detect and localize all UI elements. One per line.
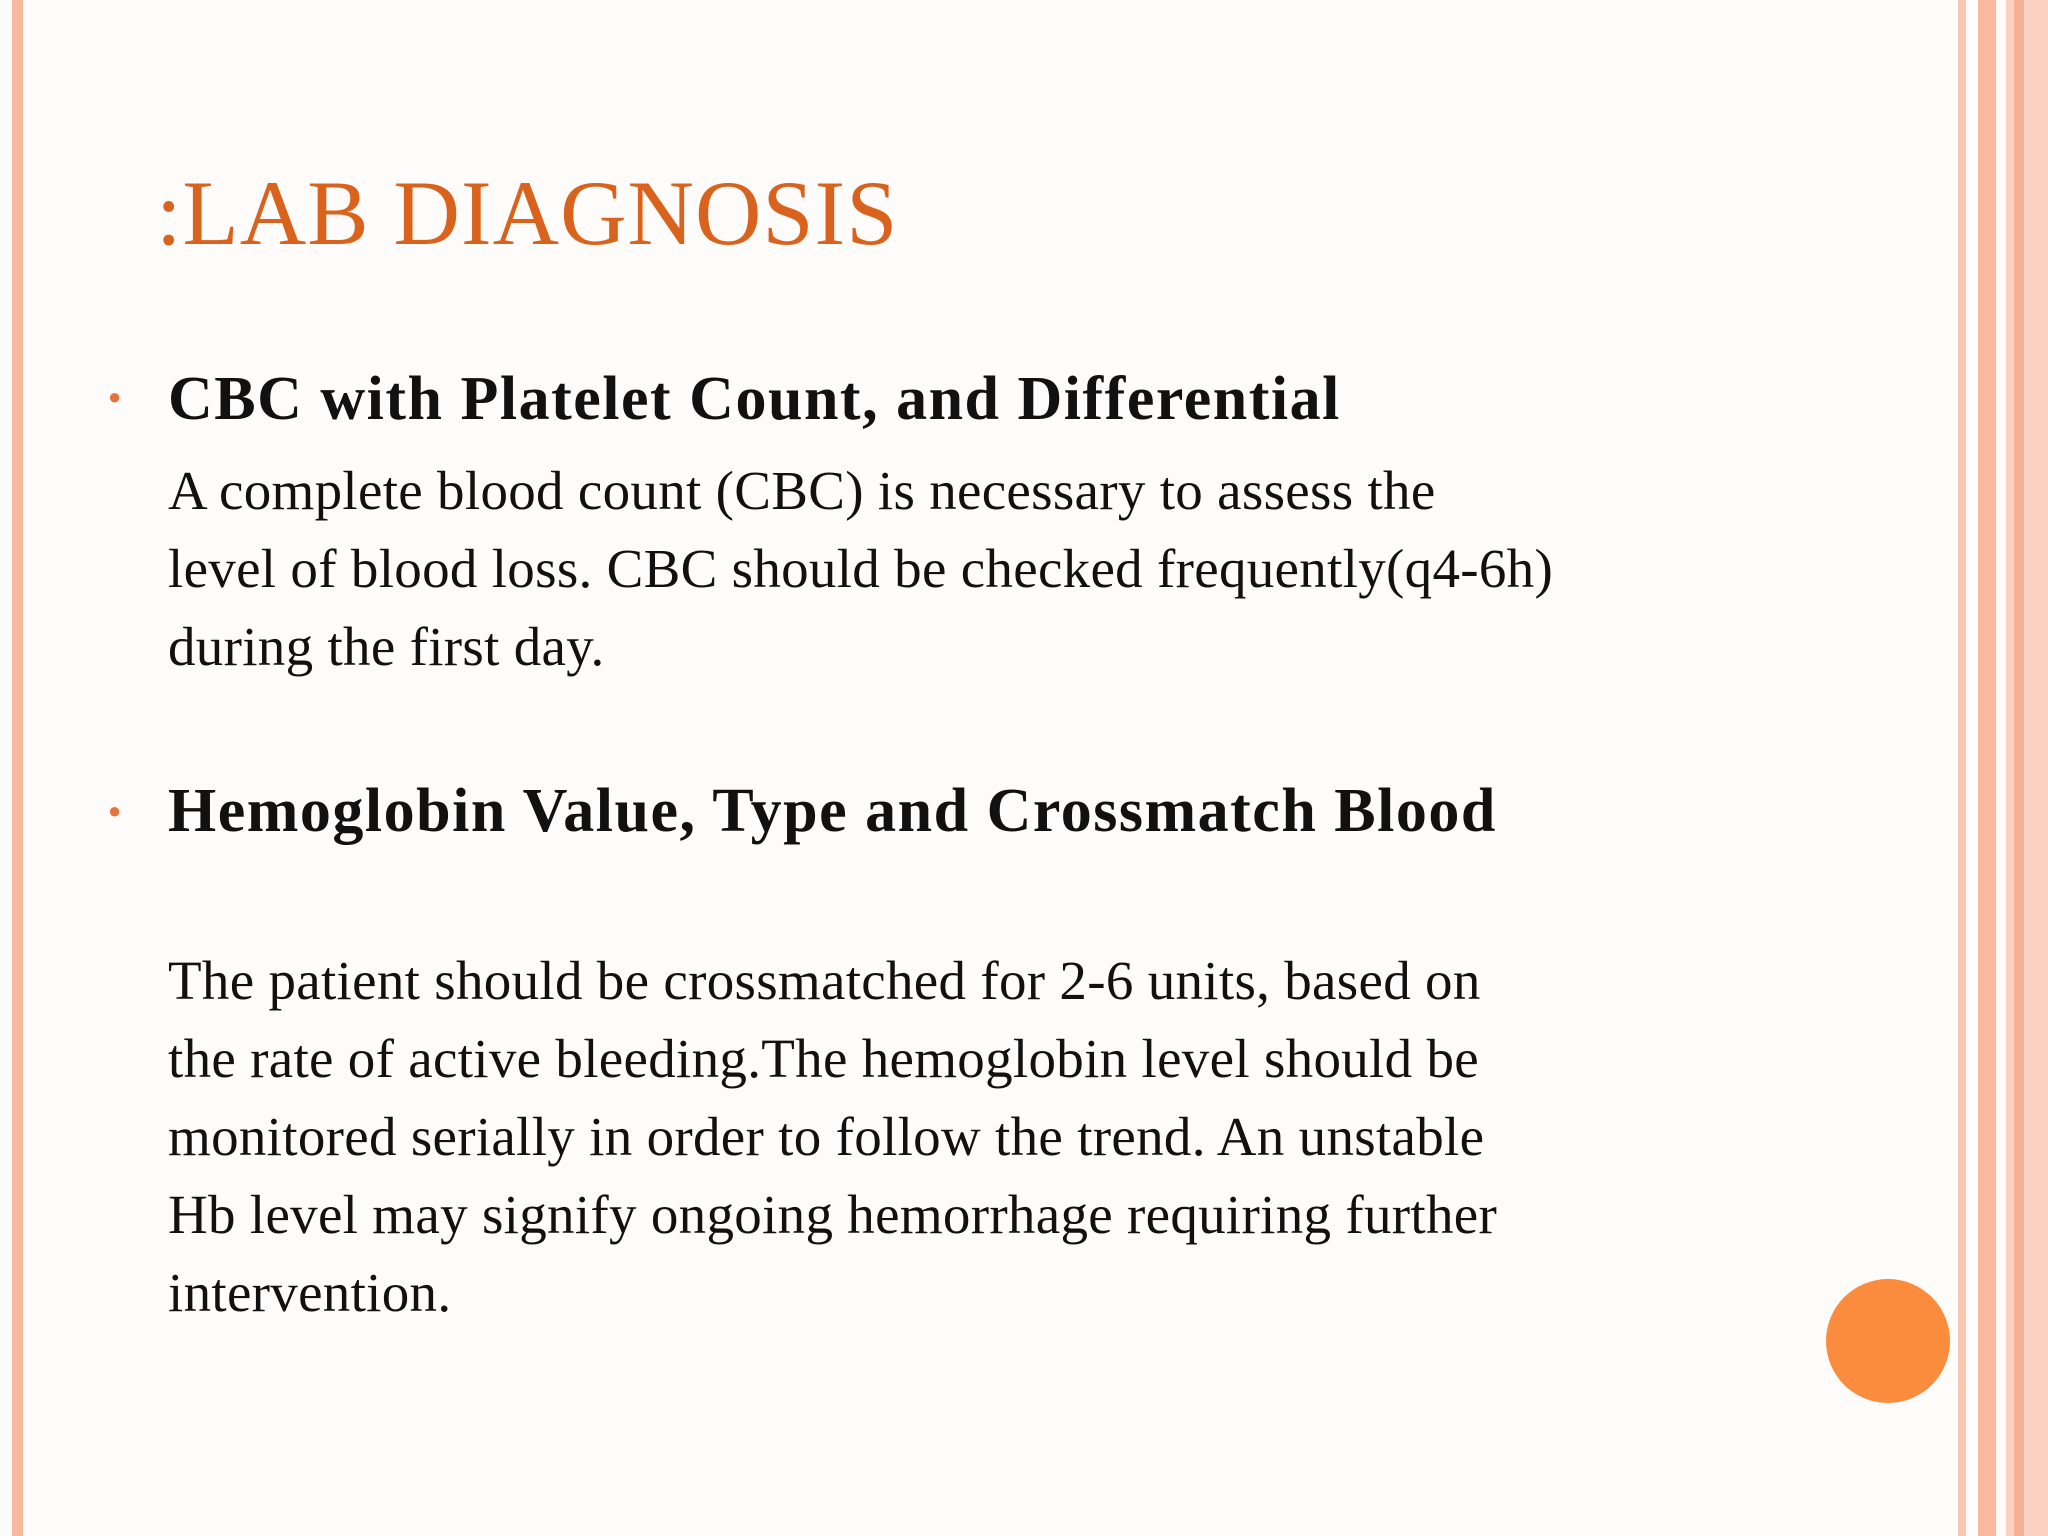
- right-stripe-decoration: [2006, 0, 2048, 1536]
- slide-title: :LAB DIAGNOSIS: [156, 162, 899, 264]
- bullet-dot-icon: ●: [108, 384, 122, 409]
- body-line: level of blood loss. CBC should be checked frequently(q4-6h): [168, 538, 1554, 599]
- body-line: The patient should be crossmatched for 2-6 units, based on: [168, 950, 1481, 1011]
- section-heading-hemoglobin: Hemoglobin Value, Type and Crossmatch Blood: [168, 777, 1497, 845]
- body-line: Hb level may signify ongoing hemorrhage requiring further: [168, 1184, 1498, 1245]
- body-line: monitored serially in order to follow the trend. An unstable: [168, 1106, 1485, 1167]
- body-line: A complete blood count (CBC) is necessary to assess the: [168, 460, 1436, 521]
- section-body-hemoglobin: [168, 942, 1497, 1332]
- right-stripe-decoration: [1958, 0, 1966, 1536]
- left-border-decoration: [12, 0, 23, 1536]
- body-line: intervention.: [168, 1262, 452, 1323]
- section-heading-cbc: CBC with Platelet Count, and Differential: [168, 365, 1341, 433]
- right-stripe-decoration: [1978, 0, 1996, 1536]
- body-line: during the first day.: [168, 616, 605, 677]
- body-line: the rate of active bleeding.The hemoglobin level should be: [168, 1028, 1480, 1089]
- bullet-dot-icon: ●: [108, 798, 122, 823]
- decorative-circle: [1826, 1279, 1950, 1403]
- section-body-cbc: [168, 452, 1553, 686]
- right-stripe-decoration: [2014, 0, 2024, 1536]
